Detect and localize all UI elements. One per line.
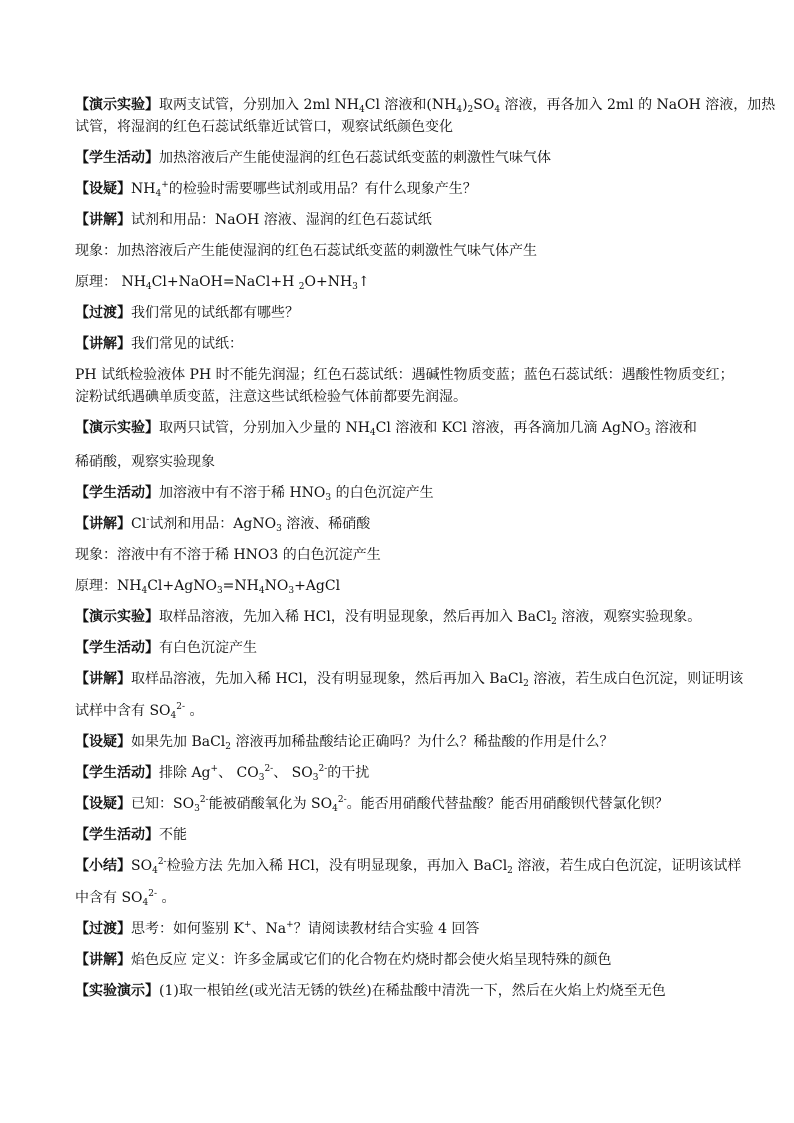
- line-text: 思考：如何鉴别 K+、Na+？请阅读教材结合实验 4 回答: [131, 920, 480, 937]
- subscript: 3: [276, 524, 282, 534]
- superscript: 2-: [264, 764, 274, 774]
- section-tag: 【演示实验】: [75, 609, 159, 625]
- text-line: [75, 305, 723, 321]
- subscript: 2: [225, 742, 232, 752]
- subscript: 3: [288, 586, 295, 596]
- line-text: (1)取一根铂丝(或光洁无锈的铁丝)在稀盐酸中清洗一下，然后在火焰上灼烧至无色: [159, 983, 666, 999]
- line-text: Cl-试剂和用品：AgNO$_3$ 溶液、稀硝酸: [131, 515, 371, 534]
- section-tag: 【学生活动】: [75, 485, 159, 501]
- superscript: +: [243, 920, 252, 930]
- line-text: 淀粉试纸遇碘单质变蓝，注意这些试纸检验气体前都要先润湿。: [75, 389, 467, 405]
- text-line: [75, 703, 723, 719]
- line-text: 取两只试管，分别加入少量的 $NH_4Cl$ 溶液和 KCl 溶液，再各滴加几滴 AgNO$_3$ 溶液和: [159, 420, 697, 438]
- section-tag: 【学生活动】: [75, 765, 159, 781]
- subscript: 3: [325, 493, 332, 503]
- superscript: +: [210, 764, 219, 774]
- text-line: [75, 827, 723, 843]
- line-text: 已知：$SO_3^{2-}$能被硝酸氧化为 $SO_4^{2-}$。能否用硝酸代替盐酸？能否用硝酸钡代替氯化钡？: [131, 795, 669, 814]
- subscript: 4: [141, 586, 148, 596]
- subscript: 4: [145, 282, 152, 292]
- line-text: 原理：$NH_4Cl+AgNO_3=NH_4NO_3+AgCl$: [75, 578, 341, 596]
- subscript: 4: [332, 804, 338, 814]
- text-line: [75, 921, 723, 937]
- text-line: [75, 516, 723, 532]
- line-text: 排除 Ag+、 $CO_3^{2-}$、 $SO_3^{2-}$的干扰: [159, 764, 370, 783]
- text-line: [75, 454, 723, 470]
- section-tag: 【演示实验】: [75, 420, 159, 436]
- superscript: 2-: [148, 889, 158, 899]
- subscript: 3: [644, 428, 651, 438]
- subscript: 2: [507, 866, 513, 876]
- superscript: +: [286, 920, 294, 930]
- line-text: $NH_4^+$的检验时需要哪些试剂或用品？有什么现象产生？: [131, 180, 477, 199]
- line-text: 试剂和用品：NaOH 溶液、湿润的红色石蕊试纸: [131, 212, 432, 228]
- section-tag: 【学生活动】: [75, 150, 159, 166]
- section-tag: 【过渡】: [75, 921, 131, 937]
- superscript: 2-: [157, 857, 167, 867]
- text-line: [75, 765, 723, 781]
- line-text: 不能: [159, 827, 187, 843]
- text-line: [75, 420, 723, 436]
- text-line: [75, 97, 776, 115]
- document-body: [75, 97, 776, 999]
- line-text: 焰色反应 定义：许多金属或它们的化合物在灼烧时都会使火焰呈现特殊的颜色: [131, 952, 612, 968]
- text-line: [75, 485, 723, 501]
- superscript: 2-: [176, 702, 186, 712]
- text-line: [75, 890, 723, 906]
- text-line: [75, 150, 723, 166]
- section-tag: 【讲解】: [75, 952, 131, 968]
- text-line: [75, 952, 723, 968]
- subscript: 4: [494, 105, 501, 115]
- superscript: 2-: [199, 795, 209, 805]
- text-line: [75, 796, 723, 812]
- text-line: [75, 389, 723, 405]
- line-text: 取样品溶液，先加入稀 HCl，没有明显现象，然后再加入 BaCl$_2$ 溶液，观察实验现象。: [159, 609, 702, 627]
- line-text: 试样中含有 $SO_4^{2-}$ 。: [75, 702, 204, 721]
- subscript: 4: [152, 866, 158, 876]
- text-line: [75, 367, 734, 383]
- text-line: [75, 609, 723, 625]
- section-tag: 【设疑】: [75, 181, 131, 197]
- subscript: 4: [155, 189, 162, 199]
- section-tag: 【讲解】: [75, 671, 131, 687]
- superscript: 2-: [318, 764, 328, 774]
- line-text: 中含有 $SO_4^{2-}$ 。: [75, 889, 176, 908]
- line-text: 加溶液中有不溶于稀 $HNO_3$ 的白色沉淀产生: [159, 485, 434, 503]
- text-line: [75, 181, 723, 197]
- text-line: [75, 243, 723, 259]
- subscript: 3: [194, 804, 200, 814]
- section-tag: 【设疑】: [75, 796, 131, 812]
- subscript: 3: [258, 773, 265, 783]
- subscript: 3: [352, 282, 358, 292]
- section-tag: 【讲解】: [75, 516, 131, 532]
- subscript: 3: [312, 773, 319, 783]
- section-tag: 【小结】: [75, 858, 131, 874]
- line-text: 取样品溶液，先加入稀 HCl，没有明显现象，然后再加入 BaCl$_2$ 溶液，若生成白色沉淀，则证明该: [131, 671, 744, 689]
- line-text: 加热溶液后产生能使湿润的红色石蕊试纸变蓝的刺激性气味气体: [159, 150, 551, 166]
- superscript: -: [146, 515, 150, 525]
- superscript: 2-: [337, 795, 347, 805]
- line-text: 我们常见的试纸：: [131, 336, 243, 352]
- subscript: 4: [142, 898, 149, 908]
- superscript: +: [161, 180, 169, 190]
- text-line: [75, 547, 723, 563]
- subscript: 4: [456, 105, 463, 115]
- section-tag: 【学生活动】: [75, 827, 159, 843]
- section-tag: 【学生活动】: [75, 640, 159, 656]
- line-text: 稀硝酸，观察实验现象: [75, 454, 215, 470]
- line-text: 我们常见的试纸都有哪些？: [131, 305, 299, 321]
- subscript: 4: [359, 105, 365, 115]
- subscript: 4: [170, 711, 177, 721]
- text-line: [75, 671, 744, 689]
- text-line: [75, 212, 723, 228]
- text-line: [75, 578, 723, 594]
- section-tag: 【讲解】: [75, 336, 131, 352]
- text-line: [75, 274, 723, 290]
- line-text: 原理： $NH_4Cl+NaOH=NaCl+H$ $_2O+NH_3↑$: [75, 274, 370, 292]
- subscript: 2: [551, 617, 557, 627]
- line-text: 如果先加 BaCl$_2$ 溶液再加稀盐酸结论正确吗？为什么？稀盐酸的作用是什么？: [131, 734, 614, 752]
- section-tag: 【演示实验】: [75, 97, 159, 113]
- subscript: 2: [298, 282, 305, 292]
- text-line: [75, 983, 723, 999]
- subscript: 3: [216, 586, 223, 596]
- text-line: [75, 119, 723, 135]
- text-line: [75, 857, 742, 876]
- line-text: 现象：溶液中有不溶于稀 HNO3 的白色沉淀产生: [75, 547, 381, 563]
- line-text: 取两支试管，分别加入 2ml $NH_4Cl$ 溶液和$(NH_4)_2SO_4$ 溶液，再各加入 2ml 的 NaOH 溶液，加热: [159, 97, 776, 115]
- section-tag: 【设疑】: [75, 734, 131, 750]
- text-line: [75, 336, 723, 352]
- text-line: [75, 640, 723, 656]
- subscript: 2: [467, 105, 474, 115]
- line-text: 试管，将湿润的红色石蕊试纸靠近试管口，观察试纸颜色变化: [75, 119, 453, 135]
- section-tag: 【讲解】: [75, 212, 131, 228]
- line-text: $SO_4^{2-}$检验方法 先加入稀 HCl，没有明显现象，再加入 BaCl$_2$ 溶液，若生成白色沉淀，证明该试样: [131, 857, 742, 876]
- subscript: 4: [258, 586, 265, 596]
- line-text: PH 试纸检验液体 PH 时不能先润湿；红色石蕊试纸：遇碱性物质变蓝；蓝色石蕊试纸：遇酸性物质变红；: [75, 367, 734, 383]
- line-text: 现象：加热溶液后产生能使湿润的红色石蕊试纸变蓝的刺激性气味气体产生: [75, 243, 537, 259]
- subscript: 2: [523, 679, 529, 689]
- line-text: 有白色沉淀产生: [159, 640, 257, 656]
- section-tag: 【过渡】: [75, 305, 131, 321]
- subscript: 4: [369, 428, 376, 438]
- text-line: [75, 734, 723, 750]
- section-tag: 【实验演示】: [75, 983, 159, 999]
